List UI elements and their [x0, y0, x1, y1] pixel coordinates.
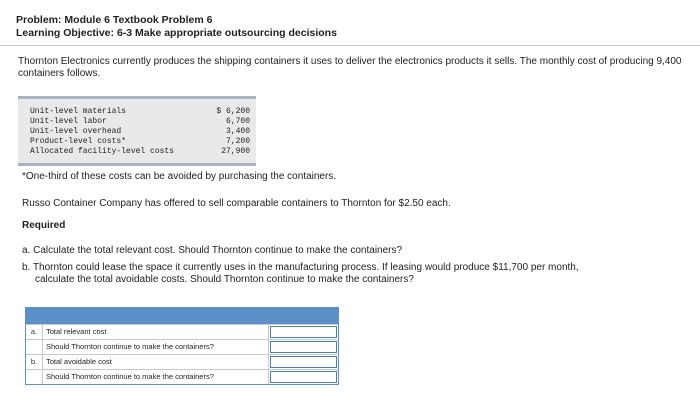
- answer-row: [26, 354, 338, 369]
- question-b: [22, 262, 672, 285]
- learning-objective: Learning Objective: 6-3 Make appropriate outsourcing decisions: [16, 27, 337, 39]
- continue-making-b-input[interactable]: [270, 371, 337, 383]
- intro-text: Thornton Electronics currently produces the shipping containers it uses to deliver the electronics products it sells. The monthly cost of producing 9,400 containers follows.: [18, 56, 682, 79]
- row-label: Should Thornton continue to make the containers?: [43, 340, 269, 354]
- cost-row: [30, 117, 250, 126]
- answer-table: [25, 307, 339, 385]
- question-b-line2: calculate the total avoidable costs. Should Thornton continue to make the containers?: [35, 273, 414, 285]
- cost-amount: 7,200: [225, 137, 250, 146]
- row-label: Total relevant cost: [43, 325, 269, 339]
- required-heading: Required: [22, 220, 66, 231]
- cost-label: Allocated facility-level costs: [30, 147, 175, 156]
- problem-header: [16, 14, 337, 40]
- cost-row: [30, 137, 250, 146]
- cost-label: Product-level costs*: [30, 137, 127, 146]
- continue-making-a-input[interactable]: [270, 341, 337, 353]
- row-label: Total avoidable cost: [43, 355, 269, 369]
- row-letter: a.: [26, 325, 43, 339]
- problem-title: Problem: Module 6 Textbook Problem 6: [16, 14, 213, 26]
- cost-label: Unit-level overhead: [30, 127, 122, 136]
- cost-amount: $ 6,200: [216, 107, 250, 116]
- cost-label: Unit-level labor: [30, 117, 107, 126]
- total-avoidable-cost-input[interactable]: [270, 356, 337, 368]
- cost-amount: 3,400: [225, 127, 250, 136]
- question-a: a. Calculate the total relevant cost. Should Thornton continue to make the containers?: [22, 245, 403, 256]
- answer-row: [26, 339, 338, 354]
- cost-row: [30, 107, 250, 116]
- cost-label: Unit-level materials: [30, 107, 127, 116]
- cost-amount: 6,700: [225, 117, 250, 126]
- row-letter: b.: [26, 355, 43, 369]
- answer-row: [26, 324, 338, 339]
- total-relevant-cost-input[interactable]: [270, 326, 337, 338]
- row-letter: [26, 370, 43, 384]
- offer-text: Russo Container Company has offered to sell comparable containers to Thornton for $2.50 each.: [22, 198, 451, 209]
- cost-row: [30, 127, 250, 136]
- footnote: *One-third of these costs can be avoided by purchasing the containers.: [22, 171, 337, 182]
- divider: [0, 45, 700, 46]
- cost-table: [18, 96, 256, 166]
- question-b-line1: b. Thornton could lease the space it currently uses in the manufacturing process. If leasing would produce $11,700 per month,: [22, 262, 579, 273]
- row-letter: [26, 340, 43, 354]
- answer-row: [26, 369, 338, 384]
- cost-amount: 27,900: [221, 147, 250, 156]
- cost-row: [30, 147, 250, 156]
- row-label: Should Thornton continue to make the containers?: [43, 370, 269, 384]
- answer-table-header: [26, 308, 338, 324]
